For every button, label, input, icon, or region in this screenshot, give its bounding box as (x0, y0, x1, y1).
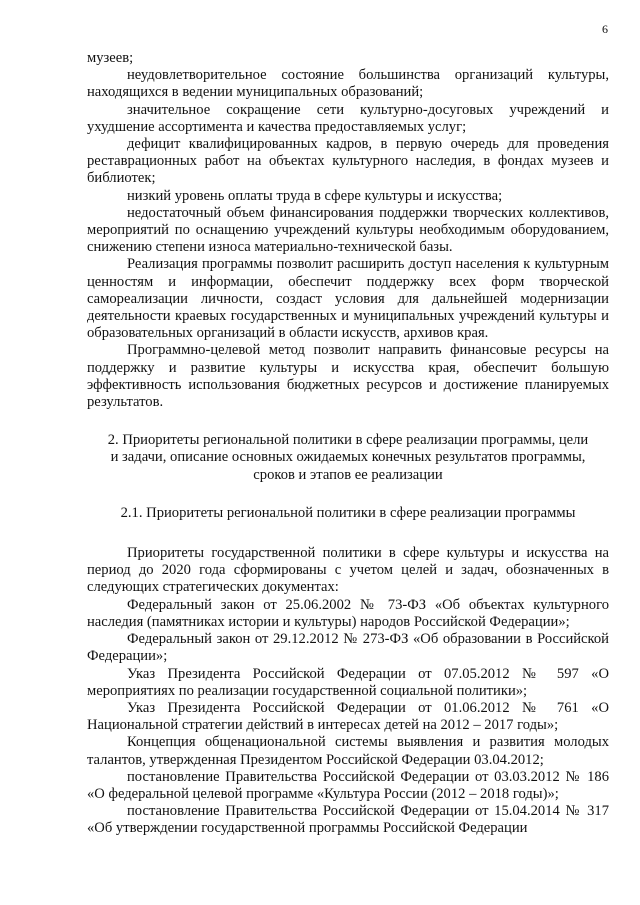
problems-list (87, 50, 609, 411)
paragraph: Концепция общенациональной системы выявления и развития молодых талантов, утвержденная Президентом Российской Федерации 03.04.2012; (87, 734, 609, 768)
paragraph: Указ Президента Российской Федерации от 01.06.2012 № 761 «О Национальной стратегии действий в интересах детей на 2012 – 2017 годы»; (87, 699, 609, 734)
section-heading: 2. Приоритеты региональной политики в сфере реализации программы, цели и задачи, описание основных ожидаемых конечных результатов программы, сроков и этапов ее реализации (107, 432, 589, 483)
paragraph: недостаточный объем финансирования поддержки творческих коллективов, мероприятий по оснащению учреждений культуры необходимым оборудованием, снижению степени износа материально-технической базы. (87, 204, 609, 256)
paragraph: Реализация программы позволит расширить доступ населения к культурным ценностям и информации, обеспечит поддержку всех форм творческой самореализации личности, создаст условия для дальнейшей модернизации деятельности краевых государственных и муниципальных учреждений культуры и образовательных организаций в области искусств, архивов края. (87, 256, 609, 342)
paragraph: Приоритеты государственной политики в сфере культуры и искусства на период до 2020 года сформированы с учетом целей и задач, обозначенных в следующих стратегических документах: (87, 545, 609, 596)
paragraph: Федеральный закон от 25.06.2002 № 73-ФЗ «Об объектах культурного наследия (памятниках истории и культуры) народов Российской Федерации»; (87, 596, 609, 630)
paragraph: постановление Правительства Российской Федерации от 15.04.2014 № 317 «Об утверждении государственной программы Российской Федерации (87, 803, 609, 837)
paragraph: значительное сокращение сети культурно-досуговых учреждений и ухудшение ассортимента и качества предоставляемых услуг; (87, 101, 609, 135)
strategic-documents-list (87, 545, 609, 837)
document-body (87, 50, 609, 838)
spacer (87, 522, 609, 545)
paragraph: музеев; (87, 50, 134, 66)
paragraph: постановление Правительства Российской Федерации от 03.03.2012 № 186 «О федеральной целевой программе «Культура России (2012 – 2018 годы)»; (87, 768, 609, 802)
paragraph: дефицит квалифицированных кадров, в первую очередь для проведения реставрационных работ на объектах культурного наследия, в фондах музеев и библиотек; (87, 136, 609, 187)
paragraph: низкий уровень оплаты труда в сфере культуры и искусства; (127, 187, 503, 204)
subsection-heading: 2.1. Приоритеты региональной политики в сфере реализации программы (120, 504, 576, 521)
spacer (87, 484, 609, 505)
paragraph: Программно-целевой метод позволит направить финансовые ресурсы на поддержку и развитие культуры и искусства края, обеспечит большую эффективность использования бюджетных ресурсов и достижение планируемых результатов. (87, 342, 609, 411)
paragraph: Указ Президента Российской Федерации от 07.05.2012 № 597 «О мероприятиях по реализации государственной социальной политики»; (87, 665, 609, 699)
page-number: 6 (602, 22, 608, 36)
paragraph: Федеральный закон от 29.12.2012 № 273-ФЗ «Об образовании в Российской Федерации»; (87, 631, 609, 665)
spacer (87, 411, 609, 432)
paragraph: неудовлетворительное состояние большинства организаций культуры, находящихся в ведении муниципальных образований; (87, 67, 609, 101)
